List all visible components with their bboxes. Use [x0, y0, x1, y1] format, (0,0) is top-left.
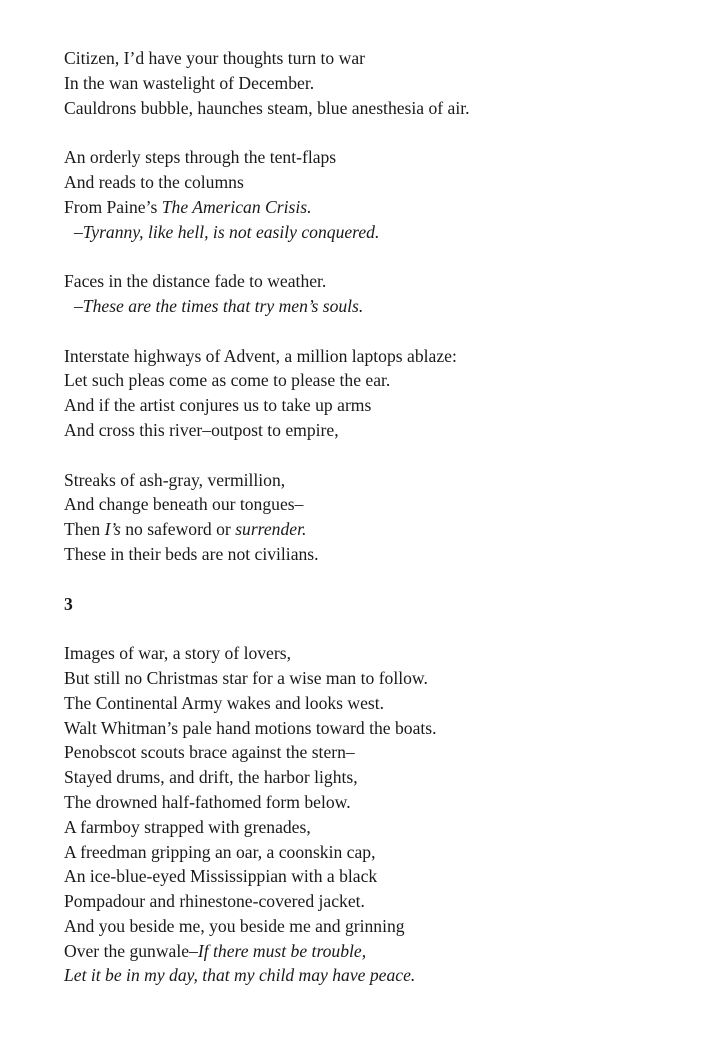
poem-line: Stayed drums, and drift, the harbor lights,	[64, 767, 358, 788]
poem-line: Interstate highways of Advent, a million laptops ablaze:	[64, 345, 457, 366]
poem-line: Cauldrons bubble, haunches steam, blue anesthesia of air.	[64, 97, 470, 118]
stanza-break	[64, 319, 684, 344]
poem-line	[64, 195, 684, 220]
poem-line: Pompadour and rhinestone-covered jacket.	[64, 891, 365, 912]
poem-line: And if the artist conjures us to take up arms	[64, 395, 372, 416]
poem-line: Images of war, a story of lovers,	[64, 643, 291, 664]
italic-word: surrender.	[235, 519, 307, 540]
poem-line: A freedman gripping an oar, a coonskin cap,	[64, 841, 376, 862]
poem-page	[64, 46, 684, 988]
poem-line-quote	[64, 220, 684, 245]
poem-text: From Paine’s	[64, 196, 162, 217]
section-number: 3	[64, 593, 73, 614]
poem-line: The Continental Army wakes and looks west.	[64, 692, 385, 713]
poem-line: Let such pleas come as come to please the ear.	[64, 370, 391, 391]
stanza-break	[64, 120, 684, 145]
quote-text: If there must be trouble,	[197, 940, 367, 961]
poem-text: Over the gunwale–	[64, 940, 198, 961]
poem-line: Streaks of ash-gray, vermillion,	[64, 469, 286, 490]
poem-line: In the wan wastelight of December.	[64, 72, 315, 93]
poem-line	[64, 517, 684, 542]
poem-line-quote	[64, 294, 684, 319]
poem-line: The drowned half-fathomed form below.	[64, 791, 351, 812]
poem-line: And change beneath our tongues–	[64, 494, 304, 515]
poem-line: An orderly steps through the tent-flaps	[64, 147, 337, 168]
quote-text: –These are the times that try men’s souls.	[74, 295, 364, 316]
quote-text: Let it be in my day, that my child may have peace.	[64, 965, 416, 986]
poem-line	[64, 963, 684, 988]
poem-line: An ice-blue-eyed Mississippian with a black	[64, 866, 378, 887]
stanza-break	[64, 567, 684, 592]
poem-line: Faces in the distance fade to weather.	[64, 271, 327, 292]
poem-line: A farmboy strapped with grenades,	[64, 816, 311, 837]
poem-line: Penobscot scouts brace against the stern–	[64, 742, 355, 763]
poem-line: Citizen, I’d have your thoughts turn to war	[64, 48, 365, 68]
poem-text: no safeword or	[120, 519, 236, 540]
poem-line: These in their beds are not civilians.	[64, 543, 319, 564]
quote-text: –Tyranny, like hell, is not easily conquered.	[74, 221, 380, 242]
poem-line: Walt Whitman’s pale hand motions toward the boats.	[64, 717, 437, 738]
poem-line: And reads to the columns	[64, 171, 244, 192]
stanza-break	[64, 616, 684, 641]
poem-line: But still no Christmas star for a wise man to follow.	[64, 667, 428, 688]
stanza-break	[64, 443, 684, 468]
italic-word: I’s	[104, 519, 121, 540]
stanza-break	[64, 244, 684, 269]
poem-line	[64, 939, 684, 964]
book-title: The American Crisis.	[161, 196, 312, 217]
poem-text: Then	[64, 519, 105, 540]
poem-line: And you beside me, you beside me and grinning	[64, 915, 405, 936]
poem-line: And cross this river–outpost to empire,	[64, 419, 339, 440]
